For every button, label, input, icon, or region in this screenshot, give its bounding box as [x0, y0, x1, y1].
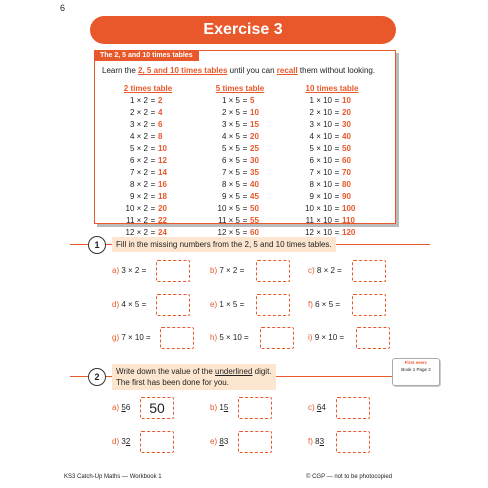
answer-box-q2a[interactable]: 50 [140, 397, 174, 419]
answer-box-q1d[interactable] [156, 294, 190, 316]
q1-item-f: f) 6 × 5 = [308, 300, 341, 309]
q2-item-e: e) 83 [210, 437, 229, 446]
answer-box-q2d[interactable] [140, 431, 174, 453]
table-row: 6 × 5 = 30 [221, 156, 259, 165]
times-table-5: 5 times table 1 × 5 = 5 2 × 5 = 10 3 × 5 = 15 4 × 5 = 20 5 × 5 = 25 6 × 5 = 30 7 × 5 = 35 8 × 5 = 40 9 × 5 = 45 10 × 5 = 50 11 × 5 = 55 12 × 5 = 60 [200, 84, 280, 239]
table-row: 11 × 10 = 110 [305, 216, 355, 225]
q1-item-a: a) 3 × 2 = [112, 266, 147, 275]
answer-box-q2f[interactable] [336, 431, 370, 453]
table-row: 10 × 10 = 100 [305, 204, 356, 213]
footer-right: © CGP — not to be photocopied [306, 474, 393, 480]
answer-box-q1f[interactable] [352, 294, 386, 316]
table-row: 12 × 10 = 120 [305, 228, 356, 237]
q1-item-b: b) 7 × 2 = [210, 266, 245, 275]
table-row: 9 × 2 = 18 [129, 192, 167, 201]
q1-item-e: e) 1 × 5 = [210, 300, 245, 309]
footer-left: KS3 Catch-Up Maths — Workbook 1 [64, 474, 162, 480]
q2-item-b: b) 15 [210, 403, 229, 412]
table-row: 3 × 2 = 6 [129, 120, 163, 129]
table-row: 5 × 10 = 50 [309, 144, 351, 153]
times-table-2: 2 times table 1 × 2 = 2 2 × 2 = 4 3 × 2 = 6 4 × 2 = 8 5 × 2 = 10 6 × 2 = 12 7 × 2 = 14 8 × 2 = 16 9 × 2 = 18 10 × 2 = 20 11 × 2 = 22 12 × 2 = 24 [108, 84, 188, 239]
table-row: 11 × 5 = 55 [218, 216, 259, 225]
first-seen-note: First seen: Book 1 Page 2 [392, 358, 440, 386]
q2-item-a: a) 56 [112, 403, 131, 412]
answer-box-q1c[interactable] [352, 260, 386, 282]
q2-item-f: f) 83 [308, 437, 325, 446]
answer-box-q1g[interactable] [160, 327, 194, 349]
q1-item-d: d) 4 × 5 = [112, 300, 147, 309]
answer-box-q1a[interactable] [156, 260, 190, 282]
q2-item-c: c) 64 [308, 403, 326, 412]
table-row: 3 × 5 = 15 [221, 120, 259, 129]
intro-text: Learn the 2, 5 and 10 times tables until you can recall them without looking. [102, 66, 376, 75]
table-row: 8 × 10 = 80 [309, 180, 351, 189]
table-row: 1 × 5 = 5 [221, 96, 255, 105]
table-row: 5 × 2 = 10 [129, 144, 167, 153]
table-row: 11 × 2 = 22 [126, 216, 167, 225]
question-2-number: 2 [88, 368, 106, 386]
table-row: 9 × 5 = 45 [221, 192, 259, 201]
answer-box-q1h[interactable] [260, 327, 294, 349]
page-number: 6 [60, 3, 66, 13]
question-2-text: Write down the value of the underlined digit. The first has been done for you. [112, 364, 276, 390]
table-row: 3 × 10 = 30 [309, 120, 351, 129]
table-row: 2 × 10 = 20 [309, 108, 351, 117]
q1-item-c: c) 8 × 2 = [308, 266, 342, 275]
question-1-number: 1 [88, 236, 106, 254]
table-row: 9 × 10 = 90 [309, 192, 351, 201]
table-row: 6 × 10 = 60 [309, 156, 351, 165]
q2-item-d: d) 32 [112, 437, 131, 446]
table-row: 12 × 5 = 60 [217, 228, 259, 237]
table-row: 1 × 2 = 2 [129, 96, 163, 105]
page-title: Exercise 3 [90, 16, 396, 44]
table-row: 12 × 2 = 24 [125, 228, 167, 237]
table-row: 7 × 5 = 35 [221, 168, 259, 177]
answer-box-q2e[interactable] [238, 431, 272, 453]
question-1-text: Fill in the missing numbers from the 2, 5 and 10 times tables. [112, 237, 336, 252]
table-row: 1 × 10 = 10 [309, 96, 351, 105]
table-row: 8 × 5 = 40 [221, 180, 259, 189]
table-row: 10 × 2 = 20 [125, 204, 167, 213]
table-row: 4 × 5 = 20 [221, 132, 259, 141]
table-row: 2 × 2 = 4 [129, 108, 163, 117]
answer-box-q1e[interactable] [256, 294, 290, 316]
table-row: 7 × 10 = 70 [309, 168, 351, 177]
box-tab-label: The 2, 5 and 10 times tables [94, 50, 199, 61]
answer-box-q2c[interactable] [336, 397, 370, 419]
table-row: 10 × 5 = 50 [217, 204, 259, 213]
table-row: 4 × 2 = 8 [129, 132, 163, 141]
table-row: 5 × 5 = 25 [221, 144, 259, 153]
q1-item-g: g) 7 × 10 = [112, 333, 151, 342]
answer-box-q1b[interactable] [256, 260, 290, 282]
answer-box-q2b[interactable] [238, 397, 272, 419]
times-table-10: 10 times table 1 × 10 = 10 2 × 10 = 20 3 × 10 = 30 4 × 10 = 40 5 × 10 = 50 6 × 10 = 60 7 × 10 = 70 8 × 10 = 80 9 × 10 = 90 10 × 10 = 100 11 × 10 = 110 12 × 10 = 120 [292, 84, 372, 239]
table-row: 2 × 5 = 10 [221, 108, 259, 117]
q1-item-h: h) 5 × 10 = [210, 333, 249, 342]
answer-box-q1i[interactable] [356, 327, 390, 349]
table-row: 4 × 10 = 40 [309, 132, 351, 141]
table-row: 7 × 2 = 14 [129, 168, 167, 177]
table-row: 6 × 2 = 12 [129, 156, 167, 165]
q1-item-i: i) 9 × 10 = [308, 333, 345, 342]
table-row: 8 × 2 = 16 [129, 180, 167, 189]
